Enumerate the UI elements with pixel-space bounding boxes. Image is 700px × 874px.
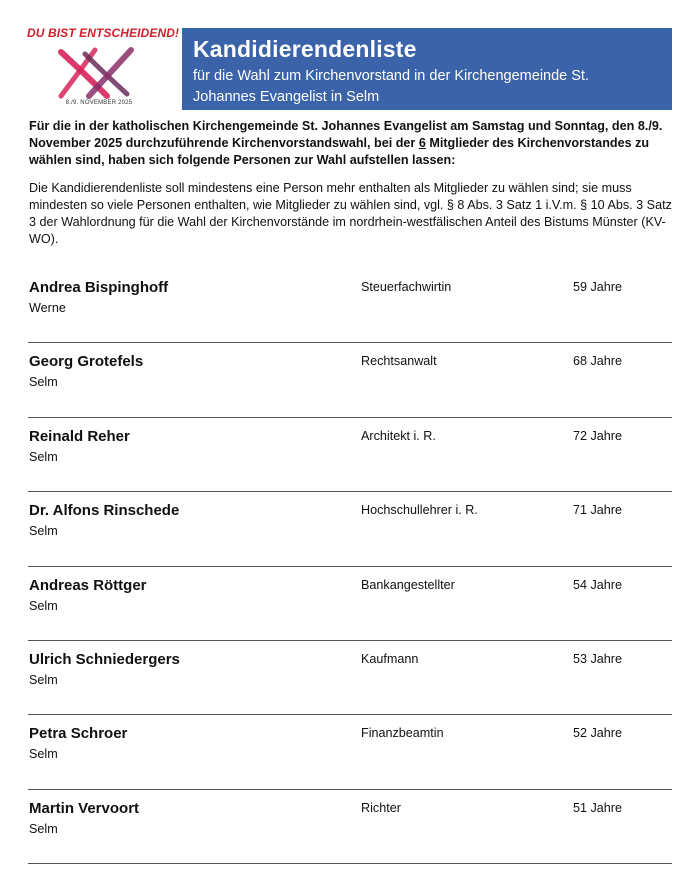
rules-paragraph: Die Kandidierendenliste soll mindestens eine Person mehr enthalten als Mitglieder zu wählen sind; sie muss mindesten so viele Personen enthalten, wie Mitglieder zu wählen sind, vgl. § 8 Abs. 3 Satz 1 i.V.m. § 10 Abs. 3 Satz 3 der Wahlordnung für die Wahl der Kirchenvorstände im nordrhein-westfälischen Anteil des Bistums Münster (KV-WO).: [29, 181, 672, 246]
list-item: [28, 715, 672, 789]
candidate-city: Selm: [29, 449, 58, 464]
logo-date: 8./9. NOVEMBER 2025: [65, 100, 133, 106]
candidate-age: 68 Jahre: [573, 354, 623, 369]
candidate-city: Selm: [29, 598, 58, 613]
candidate-city: Selm: [29, 672, 58, 687]
candidate-city: Selm: [29, 524, 58, 539]
list-item: [28, 641, 672, 715]
list-item: [28, 790, 672, 864]
candidate-age: 71 Jahre: [573, 503, 623, 518]
ballot-cross-icon: [55, 46, 135, 100]
candidate-age: 53 Jahre: [573, 651, 623, 666]
candidate-list: [28, 269, 672, 864]
logo-slogan: DU BIST ENTSCHEIDEND!: [27, 26, 180, 40]
candidate-name: Reinald Reher: [29, 427, 130, 445]
candidate-profession: Rechtsanwalt: [361, 354, 437, 369]
list-item: [28, 492, 672, 566]
candidate-city: Werne: [29, 301, 66, 315]
candidate-name: Petra Schroer: [29, 725, 128, 743]
list-item: [28, 343, 672, 417]
candidate-profession: Hochschullehrer i. R.: [361, 503, 478, 518]
candidate-profession: Architekt i. R.: [361, 428, 436, 443]
page-subtitle: für die Wahl zum Kirchenvorstand in der Kirchengemeinde St. Johannes Evangelist in Selm: [193, 68, 589, 105]
candidate-city: Selm: [29, 821, 58, 836]
candidate-profession: Finanzbeamtin: [361, 726, 444, 741]
candidate-city: Selm: [29, 375, 58, 390]
list-item: [28, 269, 672, 343]
election-logo: [25, 26, 180, 112]
intro-paragraph: [29, 118, 679, 169]
intro-text-after: Mitglieder des Kirchenvorstandes zu wählen sind, haben sich folgende Personen zur Wahl aufstellen lassen:: [29, 136, 650, 167]
candidate-profession: Bankangestellter: [361, 577, 455, 592]
candidate-age: 51 Jahre: [573, 800, 623, 815]
candidate-profession: Richter: [361, 800, 401, 815]
candidate-name: Andrea Bispinghoff: [29, 279, 169, 296]
page-title: Kandidierendenliste: [193, 36, 417, 62]
candidate-city: Selm: [29, 747, 58, 762]
candidate-name: Andreas Röttger: [29, 576, 147, 594]
candidate-name: Georg Grotefels: [29, 353, 144, 371]
candidate-age: 72 Jahre: [573, 428, 623, 443]
candidate-age: 52 Jahre: [573, 726, 623, 741]
member-count: 6: [418, 136, 426, 150]
list-item: [28, 418, 672, 492]
candidate-name: Martin Vervoort: [29, 799, 140, 817]
candidate-name: Ulrich Schniedergers: [29, 650, 180, 668]
list-item: [28, 567, 672, 641]
candidate-profession: Steuerfachwirtin: [361, 280, 452, 294]
candidate-name: Dr. Alfons Rinschede: [29, 502, 180, 520]
candidate-profession: Kaufmann: [361, 651, 419, 666]
page-header: [182, 28, 672, 110]
intro-text-before: Für die in der katholischen Kirchengemeinde St. Johannes Evangelist am Samstag und Sonntag, den 8./9. November 2025 durchzuführende Kirchenvorstandswahl, bei der: [29, 119, 663, 150]
candidate-age: 54 Jahre: [573, 577, 623, 592]
candidate-age: 59 Jahre: [573, 280, 623, 294]
